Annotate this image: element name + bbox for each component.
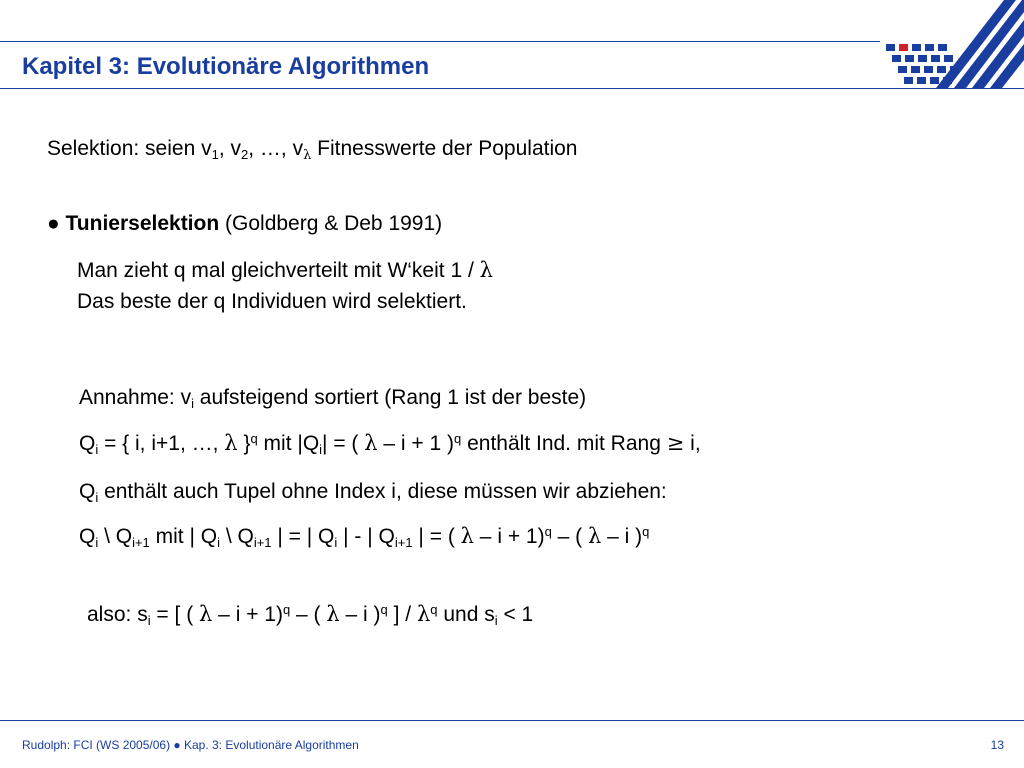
- header-top-rule: [0, 41, 880, 42]
- header-bottom-rule: [0, 88, 1024, 89]
- page-number: 13: [990, 738, 1004, 752]
- footer-text: Rudolph: FCI (WS 2005/06) ● Kap. 3: Evolutionäre Algorithmen: [22, 738, 359, 752]
- bullet-tournament-selection: ● Tunierselektion (Goldberg & Deb 1991): [47, 212, 443, 235]
- formula-set-difference: $Q_i$ \ $Q_{i+1}$ mit | $Q_i$ \ $Q_{i+1}$ | = | $Q_i$ | - | $Q_{i+1}$ | = ( λ – i + 1)$^q$ – ( λ – i )$^q$: [79, 524, 650, 550]
- formula-qi-definition: $Q_i$ = { i, i+1, …, λ }$^q$ mit $|Q_i|$ = ( λ – i + 1 )$^q$ enthält Ind. mit Rang ≥ i,: [79, 431, 701, 457]
- footer-rule: [0, 720, 1024, 721]
- assumption-text: Annahme: $v_i$ aufsteigend sortiert (Rang 1 ist der beste): [79, 386, 587, 411]
- university-dortmund-logo-icon: [878, 0, 1024, 90]
- qi-tuples-text: $Q_i$ enthält auch Tupel ohne Index i, diese müssen wir abziehen:: [79, 480, 667, 505]
- bullet-icon: ●: [47, 212, 60, 235]
- best-selected-text: Das beste der q Individuen wird selektiert.: [77, 290, 467, 313]
- slide-title: Kapitel 3: Evolutionäre Algorithmen: [22, 53, 430, 80]
- formula-selection-probability: also: $s_i$ = [ ( λ – i + 1)$^q$ – ( λ – i )$^q$ ] / $\lambda^q$ und $s_i < 1$: [87, 602, 534, 628]
- draw-q-times-text: Man zieht q mal gleichverteilt mit W‘keit 1 / λ: [77, 258, 493, 282]
- selection-definition: Selektion: seien $v_1$, $v_2$, …, $v_\lambda$ Fitnesswerte der Population: [47, 137, 578, 163]
